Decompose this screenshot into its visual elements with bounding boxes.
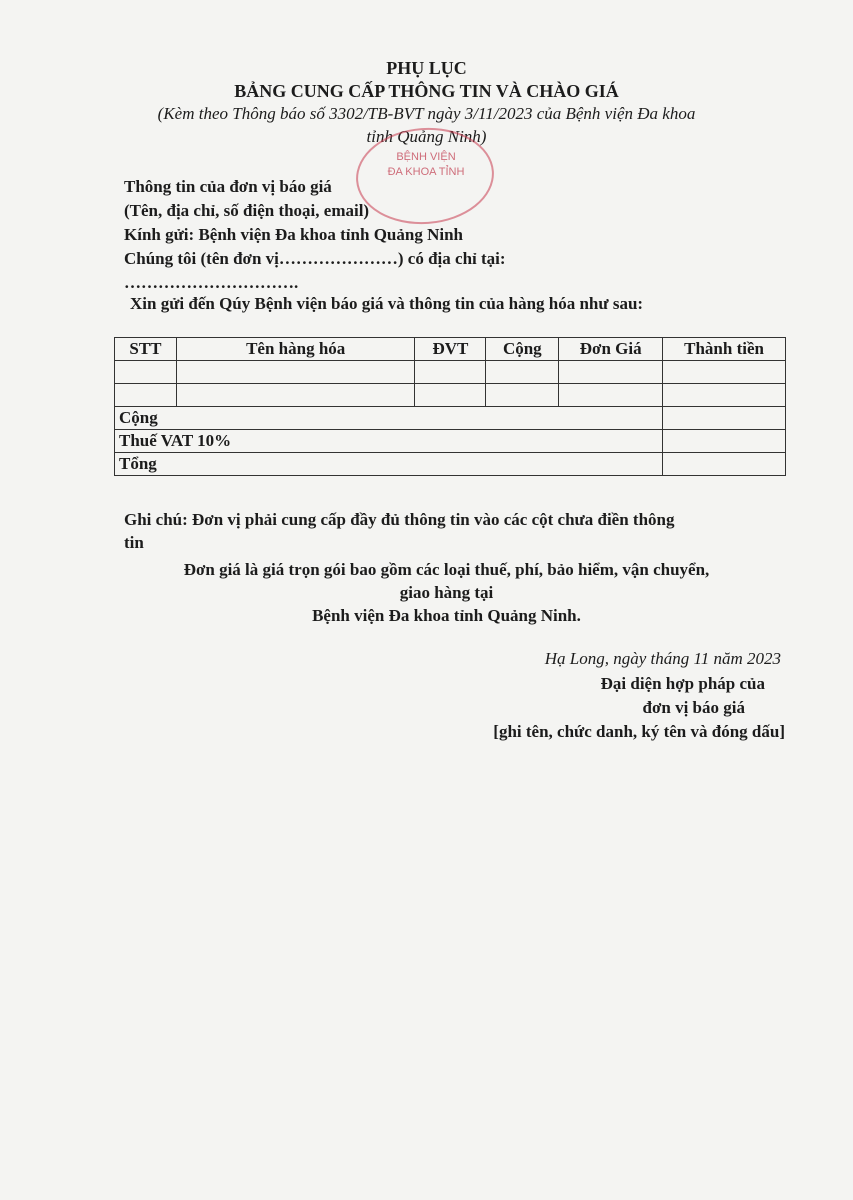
total-value[interactable] bbox=[663, 453, 786, 476]
vat-value[interactable] bbox=[663, 430, 786, 453]
stamp-line-2: ĐA KHOA TỈNH bbox=[387, 166, 465, 178]
col-stt: STT bbox=[115, 338, 177, 361]
vendor-name-line: Chúng tôi (tên đơn vị…………………) có địa chỉ tại: bbox=[124, 249, 506, 268]
col-total: Thành tiền bbox=[663, 338, 786, 361]
signature-date: Hạ Long, ngày tháng 11 năm 2023 bbox=[544, 649, 781, 668]
cell[interactable] bbox=[663, 384, 786, 407]
vat-label: Thuế VAT 10% bbox=[115, 430, 663, 453]
note-line-4: giao hàng tại bbox=[399, 583, 494, 602]
note-line-1: Ghi chú: Đơn vị phải cung cấp đầy đủ thông tin vào các cột chưa điền thông bbox=[124, 510, 675, 529]
stamp-text bbox=[370, 150, 482, 180]
cell[interactable] bbox=[176, 361, 415, 384]
cell[interactable] bbox=[176, 384, 415, 407]
subtotal-row bbox=[115, 407, 786, 430]
cell[interactable] bbox=[559, 384, 663, 407]
stamp-line-1: BỆNH VIỆN bbox=[396, 151, 456, 163]
total-label: Tổng bbox=[115, 453, 663, 476]
cell[interactable] bbox=[559, 361, 663, 384]
cell[interactable] bbox=[415, 361, 486, 384]
reference-line-1: (Kèm theo Thông báo số 3302/TB-BVT ngày 3/11/2023 của Bệnh viện Đa khoa bbox=[157, 104, 696, 123]
vendor-info-hint: (Tên, địa chỉ, số điện thoại, email) bbox=[124, 201, 370, 220]
table-header-row bbox=[115, 338, 786, 361]
address-dots: …………………………. bbox=[124, 273, 299, 292]
appendix-title: PHỤ LỤC bbox=[386, 58, 467, 78]
cell[interactable] bbox=[486, 384, 559, 407]
cell[interactable] bbox=[486, 361, 559, 384]
subtotal-label: Cộng bbox=[115, 407, 663, 430]
quotation-table bbox=[114, 337, 786, 476]
col-quantity: Cộng bbox=[486, 338, 559, 361]
signature-line-2: đơn vị báo giá bbox=[642, 698, 745, 717]
signature-line-3: [ghi tên, chức danh, ký tên và đóng dấu] bbox=[493, 722, 785, 741]
cell[interactable] bbox=[115, 361, 177, 384]
vat-row bbox=[115, 430, 786, 453]
note-line-5: Bệnh viện Đa khoa tỉnh Quảng Ninh. bbox=[312, 606, 581, 625]
subtotal-value[interactable] bbox=[663, 407, 786, 430]
table-row bbox=[115, 361, 786, 384]
cell[interactable] bbox=[663, 361, 786, 384]
cell[interactable] bbox=[115, 384, 177, 407]
col-unit-price: Đơn Giá bbox=[559, 338, 663, 361]
signature-line-1: Đại diện hợp pháp của bbox=[600, 674, 765, 693]
table-row bbox=[115, 384, 786, 407]
col-unit: ĐVT bbox=[415, 338, 486, 361]
addressee-line: Kính gửi: Bệnh viện Đa khoa tỉnh Quảng Ninh bbox=[124, 225, 463, 244]
vendor-info-label: Thông tin của đơn vị báo giá bbox=[124, 177, 332, 196]
total-row bbox=[115, 453, 786, 476]
quotation-intro: Xin gửi đến Qúy Bệnh viện báo giá và thông tin của hàng hóa như sau: bbox=[130, 294, 644, 313]
cell[interactable] bbox=[415, 384, 486, 407]
note-line-3: Đơn giá là giá trọn gói bao gồm các loại thuế, phí, bảo hiểm, vận chuyển, bbox=[183, 560, 710, 579]
form-title: BẢNG CUNG CẤP THÔNG TIN VÀ CHÀO GIÁ bbox=[234, 81, 619, 101]
reference-line-2: tỉnh Quảng Ninh) bbox=[366, 127, 487, 146]
note-line-2: tin bbox=[124, 533, 144, 552]
col-item-name: Tên hàng hóa bbox=[176, 338, 415, 361]
